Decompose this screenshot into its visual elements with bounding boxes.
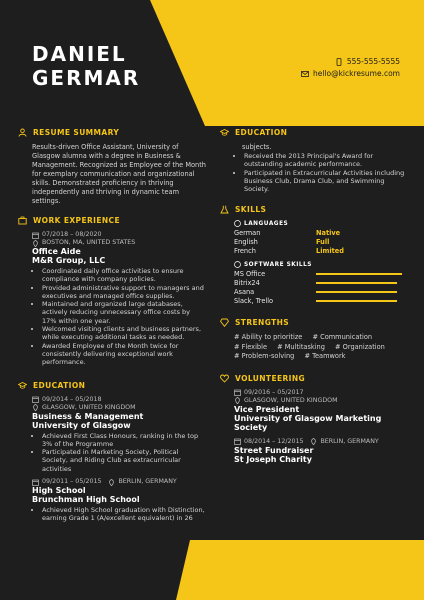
skill-level-bar xyxy=(316,291,397,293)
right-column xyxy=(220,128,410,474)
strength-tag: # Ability to prioritize xyxy=(234,333,303,342)
location-pin-icon xyxy=(32,240,39,247)
location-pin-icon xyxy=(310,438,317,445)
vol-org: University of Glasgow Marketing Society xyxy=(234,413,382,432)
vol-org: St Joseph Charity xyxy=(234,454,312,464)
resume-summary-section xyxy=(18,128,206,206)
edu-continued-text: subjects. xyxy=(242,143,272,151)
edu-dates: 09/2011 – 05/2015 BERLIN, GERMANY xyxy=(32,478,206,486)
info-icon xyxy=(234,261,241,268)
edu-continued-bullets xyxy=(220,152,410,193)
edu-bullets xyxy=(18,506,206,523)
education-section xyxy=(18,381,206,523)
location-pin-icon xyxy=(234,397,241,404)
edu-degree: High School xyxy=(32,486,86,496)
strength-tag: # Problem-solving xyxy=(234,352,295,361)
strength-tag: # Organization xyxy=(335,342,385,351)
vol-dates: 09/2016 – 05/2017 xyxy=(234,389,410,397)
skill-level-bar xyxy=(316,282,397,284)
skill-level-bar xyxy=(316,300,397,302)
list-item: • Maintained and organized large databases, actively reducing unnecessary office costs by 17% within one year. xyxy=(42,300,206,325)
contact-info xyxy=(301,56,400,80)
job-position: Office Aide xyxy=(32,247,81,256)
skill-level-bar xyxy=(316,273,402,275)
language-name: English xyxy=(234,238,258,247)
job-location: BOSTON, MA, UNITED STATES xyxy=(32,239,206,247)
volunteering-section xyxy=(220,374,410,464)
candidate-name xyxy=(32,42,140,90)
list-item: • Coordinated daily office activities to ensure compliance with company policies. xyxy=(42,267,206,284)
list-item: • Participated in Marketing Society, Political Society, and Riding Club as extracurricular activities xyxy=(42,448,206,473)
section-title: EDUCATION xyxy=(18,381,206,390)
flask-icon xyxy=(220,205,229,214)
list-item: • Participated in Extracurricular Activities including Business Club, Drama Club, and Swimming Society. xyxy=(244,169,410,194)
email-address: hello@kickresume.com xyxy=(312,69,400,78)
language-level: Limited xyxy=(316,247,344,256)
calendar-icon xyxy=(32,396,39,403)
education-continued-section xyxy=(220,128,410,193)
list-item: • Welcomed visiting clients and business partners, while executing additional tasks as needed. xyxy=(42,325,206,342)
list-item: • Achieved First Class Honours, ranking in the top 3% of the Programme xyxy=(42,432,206,449)
section-title: VOLUNTEERING xyxy=(220,374,410,383)
section-title: EDUCATION xyxy=(220,128,410,137)
calendar-icon xyxy=(234,438,241,445)
edu-bullets xyxy=(18,432,206,473)
strengths-tags xyxy=(234,333,410,362)
heart-icon xyxy=(220,374,229,383)
briefcase-icon xyxy=(18,216,27,225)
vol-location: GLASGOW, UNITED KINGDOM xyxy=(234,397,410,405)
edu-school: University of Glasgow xyxy=(32,420,131,430)
envelope-icon xyxy=(301,70,309,78)
software-label: SOFTWARE SKILLS xyxy=(234,261,410,268)
languages-grid xyxy=(234,229,410,256)
languages-label: LANGUAGES xyxy=(234,220,410,227)
strength-tag: # Flexible xyxy=(234,342,267,351)
location-pin-icon xyxy=(108,479,115,486)
language-name: French xyxy=(234,247,256,256)
strength-tag: # Multitasking xyxy=(277,342,325,351)
left-column xyxy=(18,128,206,533)
vol-role: Vice President xyxy=(234,404,300,414)
job-dates: 07/2018 – 08/2020 xyxy=(32,231,206,239)
language-name: German xyxy=(234,229,261,238)
list-item: • Received the 2013 Principal's Award for outstanding academic performance. xyxy=(244,152,410,169)
job-bullets xyxy=(18,267,206,367)
strength-tag: # Communication xyxy=(312,333,373,342)
info-icon xyxy=(234,220,241,227)
skills-section xyxy=(220,205,410,306)
list-item: • Provided administrative support to managers and executives and managed office supplies. xyxy=(42,284,206,301)
strengths-section xyxy=(220,318,410,362)
job-company: M&R Group, LLC xyxy=(32,256,106,265)
person-icon xyxy=(18,128,27,137)
graduation-cap-icon xyxy=(220,128,229,137)
first-name: DANIEL xyxy=(32,42,127,66)
section-title: SKILLS xyxy=(220,205,410,214)
list-item: • Achieved High School graduation with Distinction, earning Grade 1 (A/excellent equivalent) in 26 xyxy=(42,506,206,523)
language-level: Full xyxy=(316,238,330,247)
edu-school: Brunchman High School xyxy=(32,495,140,505)
software-name: Bitrix24 xyxy=(234,279,260,288)
yellow-footer-shape xyxy=(0,540,424,600)
location-pin-icon xyxy=(32,404,39,411)
edu-degree: Business & Management xyxy=(32,411,144,421)
software-grid xyxy=(234,270,410,306)
vol-role: Street Fundraiser xyxy=(234,445,314,455)
edu-location: GLASGOW, UNITED KINGDOM xyxy=(32,404,206,412)
graduation-cap-icon xyxy=(18,381,27,390)
phone-row[interactable] xyxy=(301,56,400,68)
summary-text: Results-driven Office Assistant, University of Glasgow alumna with a degree in Business & Management. Recognized as Employee of the Month for exemplary communication and organizational skills. Demonstrated proficiency in thriving independently and thriving in dynamic team settings. xyxy=(32,143,206,205)
work-experience-section xyxy=(18,216,206,367)
strength-tag: # Teamwork xyxy=(304,352,346,361)
email-row[interactable] xyxy=(301,68,400,80)
section-title: WORK EXPERIENCE xyxy=(18,216,206,225)
last-name: GERMAR xyxy=(32,66,141,90)
calendar-icon xyxy=(32,479,39,486)
gem-icon xyxy=(220,318,229,327)
phone-icon xyxy=(335,58,343,66)
edu-dates: 09/2014 – 05/2018 xyxy=(32,396,206,404)
vol-dates: 08/2014 – 12/2015 BERLIN, GERMANY xyxy=(234,438,410,446)
phone-number: 555-555-5555 xyxy=(346,57,400,66)
software-name: MS Office xyxy=(234,270,266,279)
section-title: RESUME SUMMARY xyxy=(18,128,206,137)
section-title: STRENGTHS xyxy=(220,318,410,327)
language-level: Native xyxy=(316,229,341,238)
calendar-icon xyxy=(234,389,241,396)
calendar-icon xyxy=(32,232,39,239)
software-name: Asana xyxy=(234,288,255,297)
list-item: • Awarded Employee of the Month twice for consistently delivering exceptional work performance. xyxy=(42,342,206,367)
software-name: Slack, Trello xyxy=(234,297,274,306)
